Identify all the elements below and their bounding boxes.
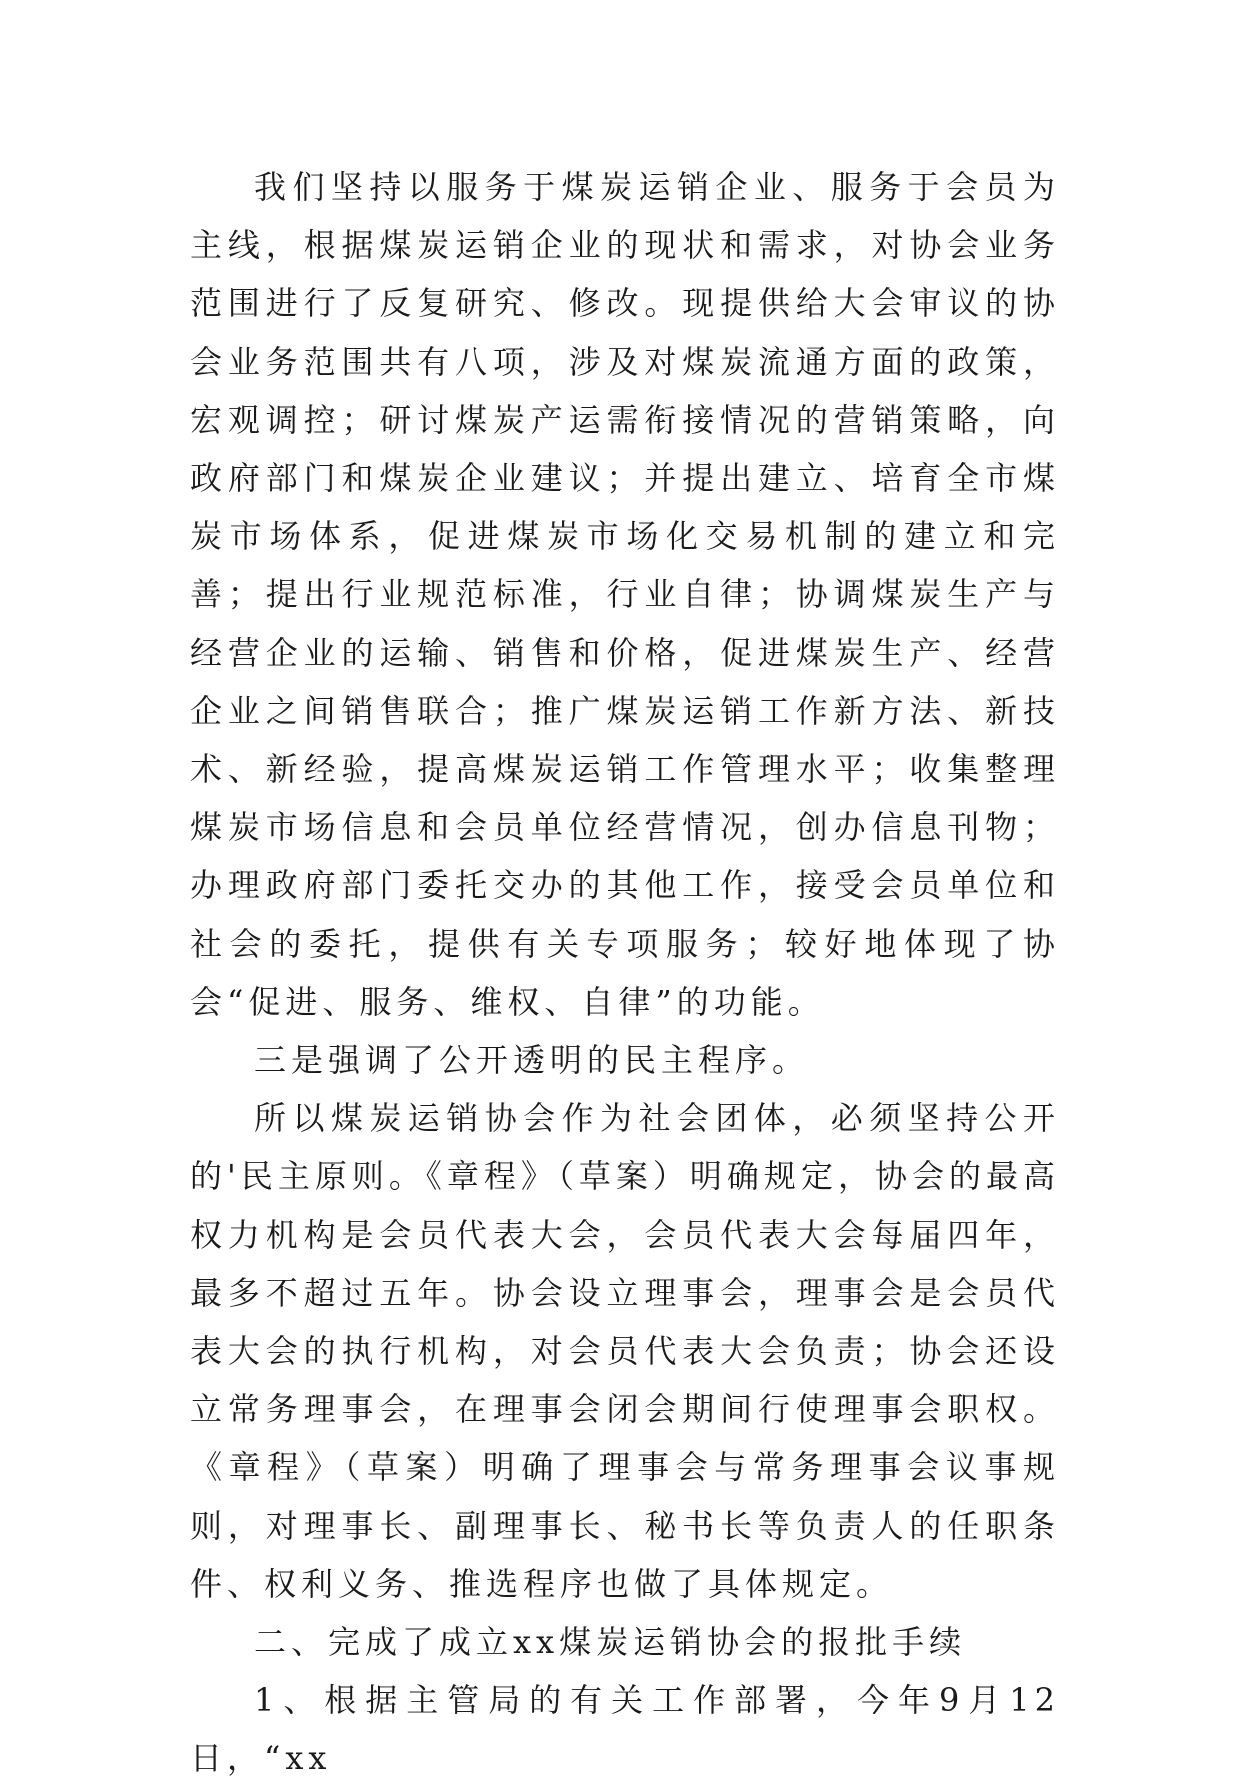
document-body xyxy=(190,158,1060,1788)
paragraph-item-1: 1、根据主管局的有关工作部署，今年9月12日，“xx xyxy=(190,1681,1060,1778)
section-heading-approval-procedures: 二、完成了成立xx煤炭运销协会的报批手续 xyxy=(254,1623,967,1662)
paragraph-democratic-principle: 所以煤炭运销协会作为社会团体，必须坚持公开的'民主原则。《章程》（草案）明确规定，协会的最高权力机构是会员代表大会，会员代表大会每届四年，最多不超过五年。协会设立理事会，理事会是会员代表大会的执行机构，对会员代表大会负责；协会还设立常务理事会，在理事会闭会期间行使理事会职权。《章程》（草案）明确了理事会与常务理事会议事规则，对理事长、副理事长、秘书长等负责人的任职条件、权利义务、推选程序也做了具体规定。 xyxy=(190,1099,1060,1603)
paragraph-business-scope: 我们坚持以服务于煤炭运销企业、服务于会员为主线，根据煤炭运销企业的现状和需求，对协会业务范围进行了反复研究、修改。现提供给大会审议的协会业务范围共有八项，涉及对煤炭流通方面的政策，宏观调控；研讨煤炭产运需衔接情况的营销策略，向政府部门和煤炭企业建议；并提出建立、培育全市煤炭市场体系，促进煤炭市场化交易机制的建立和完善；提出行业规范标准，行业自律；协调煤炭生产与经营企业的运输、销售和价格，促进煤炭生产、经营企业之间销售联合；推广煤炭运销工作新方法、新技术、新经验，提高煤炭运销工作管理水平；收集整理煤炭市场信息和会员单位经营情况，创办信息刊物；办理政府部门委托交办的其他工作，接受会员单位和社会的委托，提供有关专项服务；较好地体现了协会“促进、服务、维权、自律”的功能。 xyxy=(190,168,1060,1021)
paragraph-democratic-procedure-heading: 三是强调了公开透明的民主程序。 xyxy=(254,1041,810,1080)
